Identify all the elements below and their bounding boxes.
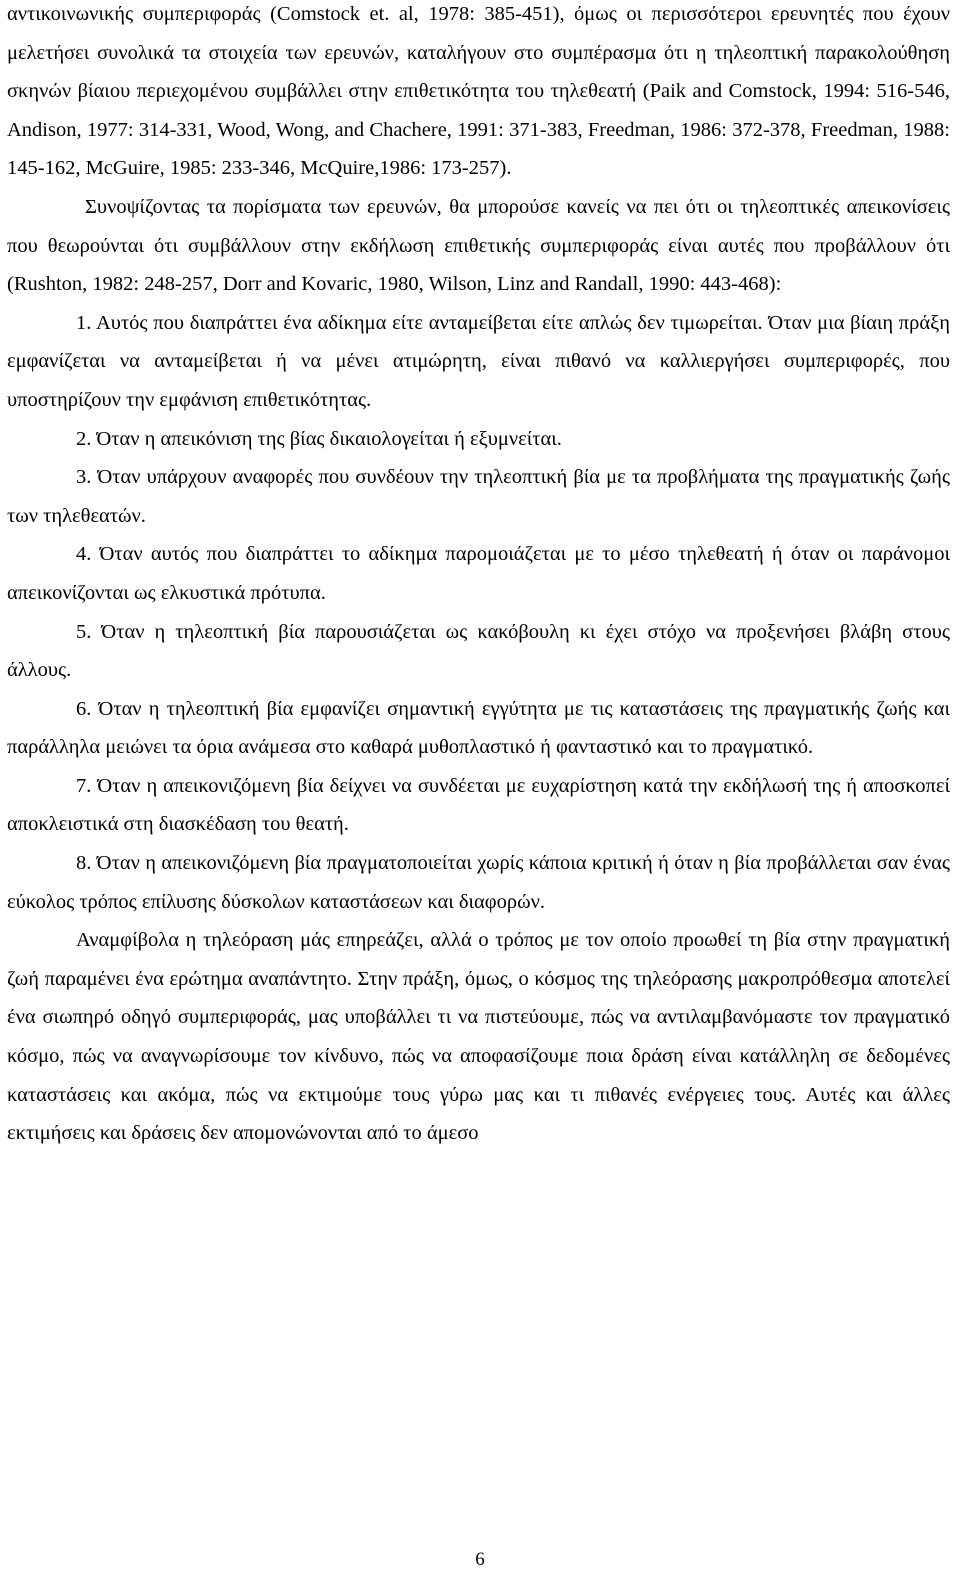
closing-paragraph: Αναμφίβολα η τηλεόραση μάς επηρεάζει, αλλά ο τρόπος με τον οποίο προωθεί τη βία στην πραγματική ζωή παραμένει ένα ερώτημα αναπάντητο. Στην πράξη, όμως, ο κόσμος της τηλεόρασης μακροπρόθεσμα αποτελεί ένα σιωπηρό οδηγό συμπεριφοράς, μας υποβάλλει τι να πιστεύουμε, πώς να αντιλαμβανόμαστε τον πραγματικό κόσμο, πώς να αναγνωρίσουμε τον κίνδυνο, πώς να αποφασίζουμε ποια δράση είναι κατάλληλη σε δεδομένες καταστάσεις και ακόμα, πώς να εκτιμούμε τους γύρω μας και τι πιθανές ενέργειες τους. Αυτές και άλλες εκτιμήσεις και δράσεις δεν απομονώνονται από το άμεσο [7, 929, 950, 1145]
list-item: 8. Όταν η απεικονιζόμενη βία πραγματοποιείται χωρίς κάποια κριτική ή όταν η βία προβάλλεται σαν ένας εύκολος τρόπος επίλυσης δύσκολων καταστάσεων και διαφορών. [7, 852, 950, 913]
list-item: 6. Όταν η τηλεοπτική βία εμφανίζει σημαντική εγγύτητα με τις καταστάσεις της πραγματικής ζωής και παράλληλα μειώνει τα όρια ανάμεσα στο καθαρά μυθοπλαστικό ή φανταστικό και το πραγματικό. [7, 697, 950, 759]
page-number: 6 [475, 1549, 485, 1570]
list-item: 4. Όταν αυτός που διαπράττει το αδίκημα παρομοιάζεται με το μέσο τηλεθεατή ή όταν οι παράνομοι απεικονίζονται ως ελκυστικά πρότυπα. [7, 543, 950, 604]
criteria-list [7, 304, 950, 922]
summary-paragraph: Συνοψίζοντας τα πορίσματα των ερευνών, θα μπορούσε κανείς να πει ότι οι τηλεοπτικές απεικονίσεις που θεωρούνται ότι συμβάλλουν στην εκδήλωση επιθετικής συμπεριφοράς είναι αυτές που προβάλλουν ότι (Rushton, 1982: 248-257, Dorr and Kovaric, 1980, Wilson, Linz and Randall, 1990: 443-468): [7, 195, 950, 296]
opening-paragraph: αντικοινωνικής συμπεριφοράς (Comstock et. al, 1978: 385-451), όμως οι περισσότεροι ερευνητές που έχουν μελετήσει συνολικά τα στοιχεία των ερευνών, καταλήγουν στο συμπέρασμα ότι η τηλεοπτική παρακολούθηση σκηνών βίαιου περιεχομένου συμβάλλει στην επιθετικότητα του τηλεθεατή (Paik and Comstock, 1994: 516-546, Andison, 1977: 314-331, Wood, Wong, and Chachere, 1991: 371-383, Freedman, 1986: 372-378, Freedman, 1988: 145-162, McGuire, 1985: 233-346, McQuire,1986: 173-257). [7, 3, 950, 180]
document-page [7, 0, 950, 1153]
list-item: 2. Όταν η απεικόνιση της βίας δικαιολογείται ή εξυμνείται. [76, 427, 562, 450]
list-item: 1. Αυτός που διαπράττει ένα αδίκημα είτε ανταμείβεται είτε απλώς δεν τιμωρείται. Όταν μια βίαιη πράξη εμφανίζεται να ανταμείβεται ή να μένει ατιμώρητη, είναι πιθανό να καλλιεργήσει συμπεριφορές, που υποστηρίζουν την εμφάνιση επιθετικότητας. [7, 311, 950, 411]
list-item: 7. Όταν η απεικονιζόμενη βία δείχνει να συνδέεται με ευχαρίστηση κατά την εκδήλωσή της ή αποσκοπεί αποκλειστικά στη διασκέδαση του θεατή. [7, 774, 950, 836]
list-item: 5. Όταν η τηλεοπτική βία παρουσιάζεται ως κακόβουλη κι έχει στόχο να προξενήσει βλάβη στους άλλους. [7, 620, 950, 682]
list-item: 3. Όταν υπάρχουν αναφορές που συνδέουν την τηλεοπτική βία με τα προβλήματα της πραγματικής ζωής των τηλεθεατών. [7, 466, 950, 527]
